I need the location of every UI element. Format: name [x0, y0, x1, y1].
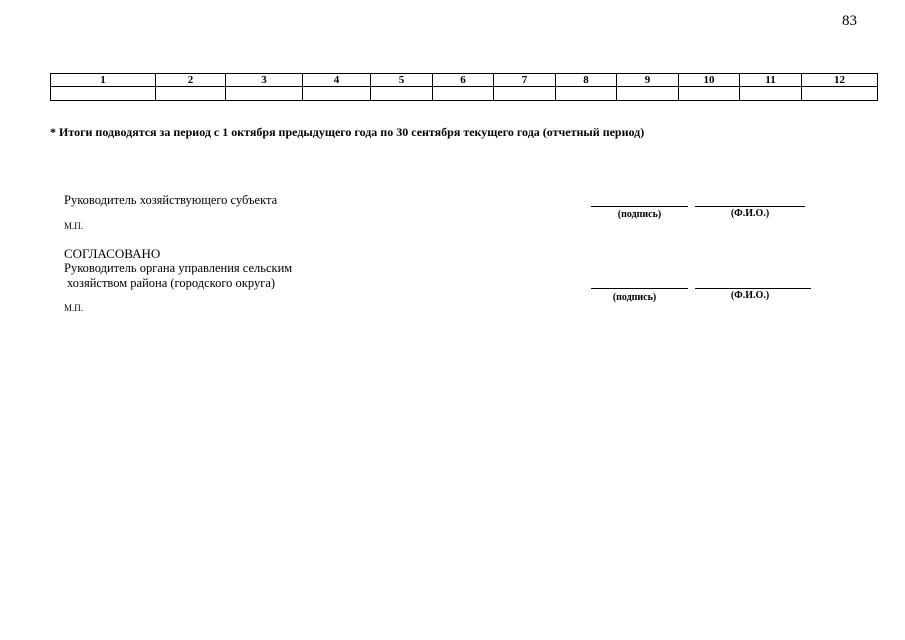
column-header: 9	[617, 74, 679, 87]
column-header: 10	[679, 74, 740, 87]
approver-title-line2: хозяйством района (городского округа)	[67, 276, 276, 290]
page-number: 83	[842, 13, 857, 29]
table-header-row	[51, 74, 878, 87]
table-cell	[226, 87, 303, 101]
name-line	[695, 288, 811, 289]
column-header: 5	[371, 74, 433, 87]
table-cell	[156, 87, 226, 101]
signature-caption: (подпись)	[617, 209, 662, 220]
column-header: 11	[740, 74, 802, 87]
column-header: 7	[494, 74, 556, 87]
table-cell	[556, 87, 617, 101]
signature-line	[591, 288, 688, 289]
footnote: * Итоги подводятся за период с 1 октября предыдущего года по 30 сентября текущего года (отчетный период)	[50, 125, 645, 139]
table-cell	[51, 87, 156, 101]
table-cell	[679, 87, 740, 101]
column-header: 8	[556, 74, 617, 87]
column-header: 1	[51, 74, 156, 87]
name-caption: (Ф.И.О.)	[730, 208, 770, 219]
stamp-placeholder: М.П.	[64, 221, 84, 231]
column-header: 2	[156, 74, 226, 87]
table-row	[51, 87, 878, 101]
table-cell	[371, 87, 433, 101]
name-caption: (Ф.И.О.)	[730, 290, 770, 301]
table-cell	[740, 87, 802, 101]
name-line	[695, 206, 805, 207]
signatory-title: Руководитель хозяйствующего субъекта	[64, 193, 278, 207]
column-header: 12	[802, 74, 878, 87]
table-cell	[303, 87, 371, 101]
approver-title-line1: Руководитель органа управления сельским	[64, 261, 293, 275]
signature-caption: (подпись)	[612, 292, 657, 303]
agreed-heading: СОГЛАСОВАНО	[64, 246, 161, 261]
table-cell	[494, 87, 556, 101]
column-header: 6	[433, 74, 494, 87]
table-cell	[433, 87, 494, 101]
signature-line	[591, 206, 688, 207]
table-cell	[617, 87, 679, 101]
data-table	[50, 73, 878, 101]
column-header: 4	[303, 74, 371, 87]
column-header: 3	[226, 74, 303, 87]
stamp-placeholder: М.П.	[64, 303, 84, 313]
table-cell	[802, 87, 878, 101]
